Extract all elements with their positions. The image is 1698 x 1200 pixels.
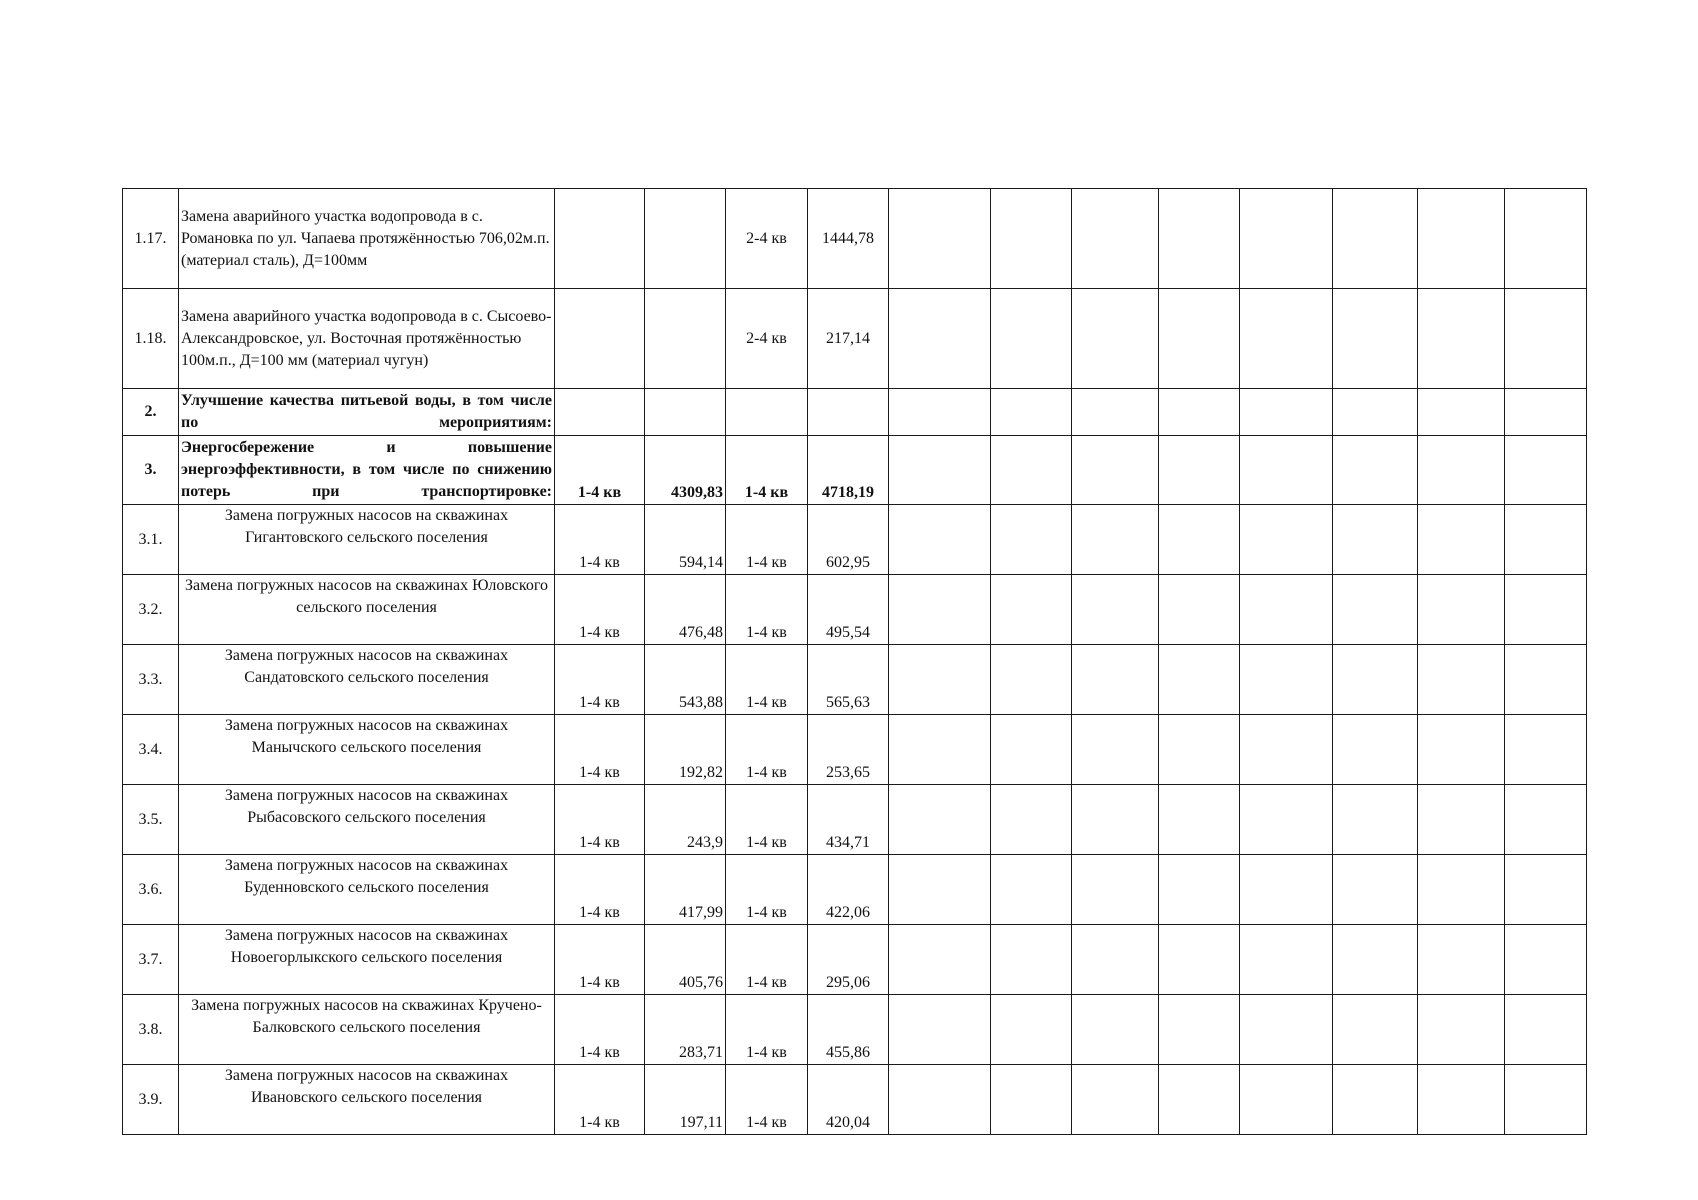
row-description: Замена погружных насосов на скважинах Юловского сельского поселения: [179, 575, 555, 645]
plan-period: 1-4 кв: [555, 715, 645, 785]
empty-cell: [1333, 1065, 1418, 1135]
empty-cell: [889, 645, 991, 715]
empty-cell: [991, 785, 1072, 855]
empty-cell: [1159, 575, 1240, 645]
fact-period: 1-4 кв: [726, 925, 808, 995]
empty-cell: [1072, 785, 1159, 855]
empty-cell: [1505, 995, 1587, 1065]
row-description: Замена погружных насосов на скважинах Новоегорлыкского сельского поселения: [179, 925, 555, 995]
row-number: 3.5.: [123, 785, 179, 855]
empty-cell: [1333, 436, 1418, 505]
fact-period: 1-4 кв: [726, 575, 808, 645]
plan-sum: 4309,83: [645, 436, 726, 505]
plan-period: 1-4 кв: [555, 1065, 645, 1135]
row-description: Замена погружных насосов на скважинах Манычского сельского поселения: [179, 715, 555, 785]
empty-cell: [1333, 715, 1418, 785]
empty-cell: [991, 575, 1072, 645]
empty-cell: [1072, 1065, 1159, 1135]
empty-cell: [1072, 925, 1159, 995]
fact-sum: 420,04: [808, 1065, 889, 1135]
empty-cell: [1240, 436, 1333, 505]
table-row: [123, 855, 1587, 925]
empty-cell: [1159, 645, 1240, 715]
empty-cell: [1159, 505, 1240, 575]
empty-cell: [1418, 189, 1505, 289]
empty-cell: [1505, 575, 1587, 645]
empty-cell: [1418, 575, 1505, 645]
empty-cell: [1072, 289, 1159, 389]
empty-cell: [1240, 289, 1333, 389]
table-row: [123, 645, 1587, 715]
row-number: 2.: [123, 389, 179, 436]
empty-cell: [1240, 855, 1333, 925]
empty-cell: [1418, 995, 1505, 1065]
empty-cell: [991, 189, 1072, 289]
empty-cell: [1240, 995, 1333, 1065]
fact-sum: 602,95: [808, 505, 889, 575]
empty-cell: [889, 715, 991, 785]
fact-period: 1-4 кв: [726, 436, 808, 505]
table-row: [123, 289, 1587, 389]
empty-cell: [1333, 289, 1418, 389]
fact-sum: 495,54: [808, 575, 889, 645]
row-number: 1.17.: [123, 189, 179, 289]
fact-period: [726, 389, 808, 436]
plan-sum: 543,88: [645, 645, 726, 715]
plan-sum: 197,11: [645, 1065, 726, 1135]
empty-cell: [1333, 645, 1418, 715]
empty-cell: [889, 505, 991, 575]
empty-cell: [1159, 436, 1240, 505]
fact-sum: [808, 389, 889, 436]
row-description: Замена погружных насосов на скважинах Буденновского сельского поселения: [179, 855, 555, 925]
row-description: Замена аварийного участка водопровода в с. Сысоево-Александровское, ул. Восточная протяжённостью 100м.п., Д=100 мм (материал чугун): [179, 289, 555, 389]
empty-cell: [1240, 645, 1333, 715]
fact-sum: 455,86: [808, 995, 889, 1065]
table-row: [123, 575, 1587, 645]
empty-cell: [889, 1065, 991, 1135]
plan-period: 1-4 кв: [555, 436, 645, 505]
empty-cell: [991, 645, 1072, 715]
table-row: [123, 995, 1587, 1065]
empty-cell: [1159, 289, 1240, 389]
table-row: [123, 389, 1587, 436]
empty-cell: [1159, 189, 1240, 289]
table-row: [123, 715, 1587, 785]
empty-cell: [889, 785, 991, 855]
plan-period: [555, 289, 645, 389]
empty-cell: [1240, 925, 1333, 995]
row-number: 3.: [123, 436, 179, 505]
fact-sum: 217,14: [808, 289, 889, 389]
row-number: 3.3.: [123, 645, 179, 715]
table-row: [123, 1065, 1587, 1135]
empty-cell: [1418, 645, 1505, 715]
empty-cell: [1159, 995, 1240, 1065]
empty-cell: [1505, 1065, 1587, 1135]
plan-sum: 476,48: [645, 575, 726, 645]
empty-cell: [1418, 785, 1505, 855]
plan-period: [555, 189, 645, 289]
empty-cell: [1159, 925, 1240, 995]
empty-cell: [889, 925, 991, 995]
empty-cell: [991, 925, 1072, 995]
empty-cell: [1072, 189, 1159, 289]
empty-cell: [1072, 645, 1159, 715]
empty-cell: [1240, 715, 1333, 785]
empty-cell: [991, 436, 1072, 505]
empty-cell: [1333, 505, 1418, 575]
empty-cell: [1072, 575, 1159, 645]
row-number: 3.2.: [123, 575, 179, 645]
row-number: 3.8.: [123, 995, 179, 1065]
empty-cell: [1159, 1065, 1240, 1135]
empty-cell: [1240, 505, 1333, 575]
row-number: 3.1.: [123, 505, 179, 575]
empty-cell: [1072, 855, 1159, 925]
empty-cell: [1333, 575, 1418, 645]
fact-sum: 295,06: [808, 925, 889, 995]
row-description: Замена погружных насосов на скважинах Рыбасовского сельского поселения: [179, 785, 555, 855]
empty-cell: [1240, 189, 1333, 289]
empty-cell: [1333, 785, 1418, 855]
empty-cell: [1418, 289, 1505, 389]
row-description: Замена погружных насосов на скважинах Ивановского сельского поселения: [179, 1065, 555, 1135]
empty-cell: [1418, 715, 1505, 785]
table-row: [123, 505, 1587, 575]
empty-cell: [889, 436, 991, 505]
row-description: Замена погружных насосов на скважинах Гигантовского сельского поселения: [179, 505, 555, 575]
empty-cell: [991, 995, 1072, 1065]
empty-cell: [889, 575, 991, 645]
table-row: [123, 925, 1587, 995]
row-description: Улучшение качества питьевой воды, в том числе по мероприятиям:: [179, 389, 555, 436]
empty-cell: [889, 289, 991, 389]
fact-period: 1-4 кв: [726, 855, 808, 925]
empty-cell: [1418, 436, 1505, 505]
plan-sum: 283,71: [645, 995, 726, 1065]
empty-cell: [1072, 995, 1159, 1065]
row-number: 3.7.: [123, 925, 179, 995]
row-description: Энергосбережение и повышение энергоэффективности, в том числе по снижению потерь при транспортировке:: [179, 436, 555, 505]
empty-cell: [1333, 925, 1418, 995]
empty-cell: [1418, 389, 1505, 436]
empty-cell: [1159, 785, 1240, 855]
plan-period: 1-4 кв: [555, 995, 645, 1065]
empty-cell: [1333, 855, 1418, 925]
plan-sum: [645, 189, 726, 289]
empty-cell: [1418, 1065, 1505, 1135]
fact-sum: 422,06: [808, 855, 889, 925]
empty-cell: [1505, 436, 1587, 505]
empty-cell: [1333, 389, 1418, 436]
empty-cell: [1505, 785, 1587, 855]
plan-period: 1-4 кв: [555, 505, 645, 575]
plan-sum: 405,76: [645, 925, 726, 995]
row-description: Замена погружных насосов на скважинах Кручено-Балковского сельского поселения: [179, 995, 555, 1065]
empty-cell: [991, 855, 1072, 925]
plan-sum: 417,99: [645, 855, 726, 925]
empty-cell: [1072, 715, 1159, 785]
row-number: 3.4.: [123, 715, 179, 785]
plan-period: 1-4 кв: [555, 645, 645, 715]
empty-cell: [1505, 189, 1587, 289]
empty-cell: [1159, 389, 1240, 436]
table-row: [123, 785, 1587, 855]
row-description: Замена погружных насосов на скважинах Сандатовского сельского поселения: [179, 645, 555, 715]
empty-cell: [1505, 715, 1587, 785]
plan-sum: 594,14: [645, 505, 726, 575]
empty-cell: [1505, 389, 1587, 436]
fact-sum: 434,71: [808, 785, 889, 855]
empty-cell: [1333, 189, 1418, 289]
fact-sum: 253,65: [808, 715, 889, 785]
row-description: Замена аварийного участка водопровода в с. Романовка по ул. Чапаева протяжённостью 706,02м.п. (материал сталь), Д=100мм: [179, 189, 555, 289]
fact-period: 1-4 кв: [726, 645, 808, 715]
empty-cell: [991, 505, 1072, 575]
plan-period: 1-4 кв: [555, 855, 645, 925]
fact-sum: 1444,78: [808, 189, 889, 289]
fact-period: 1-4 кв: [726, 1065, 808, 1135]
empty-cell: [1240, 1065, 1333, 1135]
fact-period: 1-4 кв: [726, 785, 808, 855]
plan-sum: 192,82: [645, 715, 726, 785]
row-number: 1.18.: [123, 289, 179, 389]
empty-cell: [1240, 785, 1333, 855]
plan-sum: [645, 389, 726, 436]
empty-cell: [991, 715, 1072, 785]
empty-cell: [1505, 855, 1587, 925]
empty-cell: [889, 189, 991, 289]
empty-cell: [1505, 645, 1587, 715]
row-number: 3.9.: [123, 1065, 179, 1135]
empty-cell: [991, 1065, 1072, 1135]
measures-table: [122, 188, 1587, 1135]
empty-cell: [889, 389, 991, 436]
empty-cell: [1072, 436, 1159, 505]
fact-sum: 565,63: [808, 645, 889, 715]
fact-period: 1-4 кв: [726, 715, 808, 785]
plan-period: [555, 389, 645, 436]
empty-cell: [889, 995, 991, 1065]
plan-period: 1-4 кв: [555, 575, 645, 645]
empty-cell: [1505, 505, 1587, 575]
fact-sum: 4718,19: [808, 436, 889, 505]
empty-cell: [991, 389, 1072, 436]
empty-cell: [1072, 505, 1159, 575]
empty-cell: [1159, 855, 1240, 925]
table-row: [123, 436, 1587, 505]
empty-cell: [1240, 389, 1333, 436]
empty-cell: [1505, 925, 1587, 995]
empty-cell: [1418, 925, 1505, 995]
empty-cell: [1159, 715, 1240, 785]
empty-cell: [991, 289, 1072, 389]
empty-cell: [1505, 289, 1587, 389]
empty-cell: [889, 855, 991, 925]
fact-period: 1-4 кв: [726, 505, 808, 575]
plan-period: 1-4 кв: [555, 925, 645, 995]
plan-sum: 243,9: [645, 785, 726, 855]
table-row: [123, 189, 1587, 289]
row-number: 3.6.: [123, 855, 179, 925]
empty-cell: [1418, 505, 1505, 575]
plan-period: 1-4 кв: [555, 785, 645, 855]
empty-cell: [1333, 995, 1418, 1065]
empty-cell: [1072, 389, 1159, 436]
plan-sum: [645, 289, 726, 389]
fact-period: 1-4 кв: [726, 995, 808, 1065]
fact-period: 2-4 кв: [726, 289, 808, 389]
empty-cell: [1418, 855, 1505, 925]
fact-period: 2-4 кв: [726, 189, 808, 289]
empty-cell: [1240, 575, 1333, 645]
